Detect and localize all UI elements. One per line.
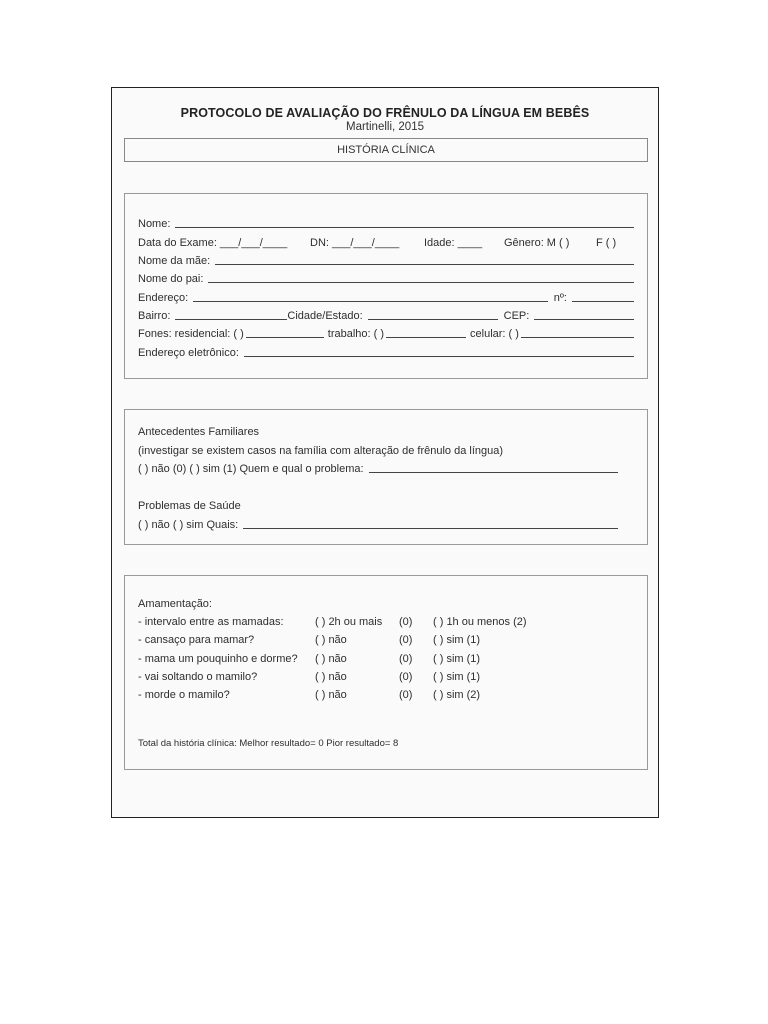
breastfeeding-score-a: (0) — [399, 689, 413, 701]
email-row — [138, 343, 634, 359]
nome-mae-label: Nome da mãe: — [138, 255, 211, 267]
nome-pai-label: Nome do pai: — [138, 273, 204, 285]
breastfeeding-option-a[interactable]: ( ) não — [315, 671, 347, 683]
family-heading: Antecedentes Familiares — [138, 426, 260, 438]
bairro-row — [138, 306, 634, 322]
form-page — [111, 87, 659, 818]
fones-row — [138, 324, 634, 340]
form-title: PROTOCOLO DE AVALIAÇÃO DO FRÊNULO DA LÍNGUA EM BEBÊS — [180, 106, 590, 120]
nome-mae-field[interactable] — [215, 264, 634, 265]
endereco-field[interactable] — [193, 301, 548, 302]
breastfeeding-question: - mama um pouquinho e dorme? — [138, 653, 298, 665]
health-options[interactable]: ( ) não ( ) sim Quais: — [138, 519, 239, 531]
genero-m-option[interactable]: Gênero: M ( ) — [504, 237, 570, 249]
exame-row — [138, 233, 634, 249]
cep-field[interactable] — [534, 319, 634, 320]
celular-label: celular: ( ) — [470, 328, 519, 340]
bairro-field[interactable] — [175, 319, 287, 320]
endereco-label: Endereço: — [138, 292, 189, 304]
family-options-row — [138, 459, 634, 475]
family-heading-row — [138, 422, 634, 438]
fone-trabalho-label: trabalho: ( ) — [327, 328, 385, 340]
cidade-label: Cidade/Estado: — [287, 310, 363, 322]
genero-f-option[interactable]: F ( ) — [596, 237, 617, 249]
breastfeeding-option-b[interactable]: ( ) sim (1) — [433, 634, 481, 646]
breastfeeding-section — [124, 575, 648, 770]
numero-label: nº: — [553, 292, 567, 304]
nome-row — [138, 214, 634, 230]
numero-field[interactable] — [572, 301, 634, 302]
breastfeeding-option-a[interactable]: ( ) não — [315, 653, 347, 665]
bairro-label: Bairro: — [138, 310, 171, 322]
dn-field[interactable]: DN: ___/___/____ — [310, 237, 400, 249]
breastfeeding-question: - morde o mamilo? — [138, 689, 230, 701]
email-field[interactable] — [244, 356, 634, 357]
cidade-field[interactable] — [368, 319, 498, 320]
total-note: Total da história clínica: Melhor resultado= 0 Pior resultado= 8 — [138, 738, 399, 749]
cep-label: CEP: — [503, 310, 530, 322]
nome-label: Nome: — [138, 218, 171, 230]
nome-pai-field[interactable] — [208, 282, 634, 283]
nome-field[interactable] — [175, 227, 634, 228]
form-author: Martinelli, 2015 — [346, 121, 424, 133]
celular-field[interactable] — [521, 337, 634, 338]
breastfeeding-option-b[interactable]: ( ) sim (2) — [433, 689, 481, 701]
health-options-row — [138, 515, 634, 531]
breastfeeding-question: - intervalo entre as mamadas: — [138, 616, 284, 628]
breastfeeding-question: - vai soltando o mamilo? — [138, 671, 258, 683]
section-header-historia-clinica: HISTÓRIA CLÍNICA — [124, 138, 648, 162]
family-problem-field[interactable] — [369, 472, 618, 473]
fone-residencial-field[interactable] — [246, 337, 324, 338]
health-heading-row — [138, 496, 634, 512]
health-problem-field[interactable] — [243, 528, 618, 529]
identification-section — [124, 193, 648, 379]
breastfeeding-score-a: (0) — [399, 653, 413, 665]
breastfeeding-score-a: (0) — [399, 671, 413, 683]
nome-mae-row — [138, 251, 634, 267]
breastfeeding-option-a[interactable]: ( ) não — [315, 689, 347, 701]
breastfeeding-option-b[interactable]: ( ) sim (1) — [433, 671, 481, 683]
idade-field[interactable]: Idade: ____ — [424, 237, 483, 249]
data-exame-field[interactable]: Data do Exame: ___/___/____ — [138, 237, 288, 249]
breastfeeding-question: - cansaço para mamar? — [138, 634, 255, 646]
breastfeeding-option-b[interactable]: ( ) 1h ou menos (2) — [433, 616, 527, 628]
fone-trabalho-field[interactable] — [386, 337, 466, 338]
email-label: Endereço eletrônico: — [138, 347, 239, 359]
health-heading: Problemas de Saúde — [138, 500, 241, 512]
endereco-row — [138, 288, 634, 304]
breastfeeding-score-a: (0) — [399, 634, 413, 646]
nome-pai-row — [138, 269, 634, 285]
family-history-section — [124, 409, 648, 545]
family-instruction: (investigar se existem casos na família com alteração de frênulo da língua) — [138, 445, 504, 457]
family-instruction-row — [138, 441, 634, 457]
breastfeeding-option-b[interactable]: ( ) sim (1) — [433, 653, 481, 665]
breastfeeding-option-a[interactable]: ( ) 2h ou mais — [315, 616, 383, 628]
breastfeeding-score-a: (0) — [399, 616, 413, 628]
breastfeeding-option-a[interactable]: ( ) não — [315, 634, 347, 646]
fone-residencial-label: Fones: residencial: ( ) — [138, 328, 244, 340]
family-options[interactable]: ( ) não (0) ( ) sim (1) Quem e qual o problema: — [138, 463, 364, 475]
breastfeeding-heading: Amamentação: — [138, 598, 212, 610]
